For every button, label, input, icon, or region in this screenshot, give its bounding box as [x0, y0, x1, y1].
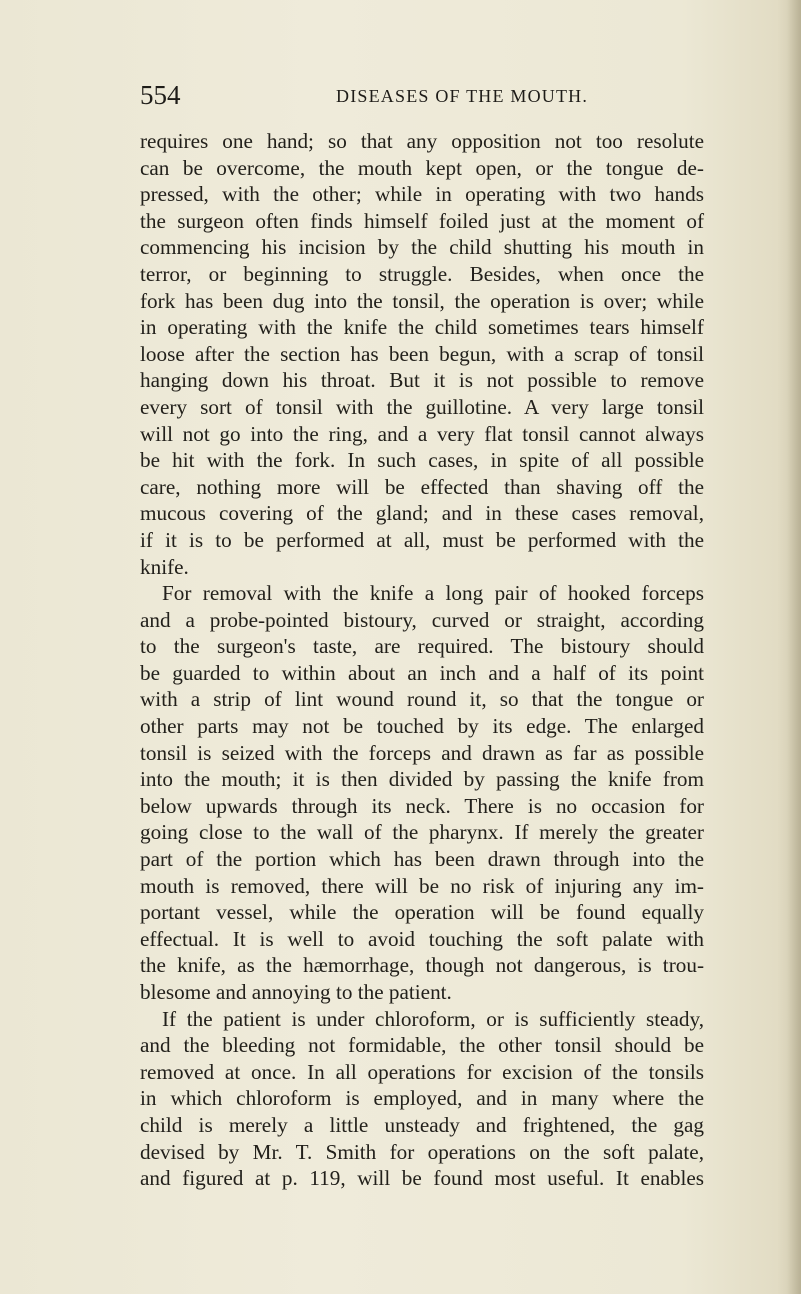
running-head: DISEASES OF THE MOUTH.	[336, 86, 589, 106]
text-line: and a probe-pointed bistoury, curved or straight, according	[140, 607, 704, 632]
page-number: 554	[140, 80, 181, 110]
text-line: terror, or beginning to struggle. Besides, when once the	[140, 261, 704, 286]
text-line: removed at once. In all operations for excision of the tonsils	[140, 1059, 704, 1084]
text-line: mouth is removed, there will be no risk of injuring any im-	[140, 873, 704, 898]
text-line: in operating with the knife the child sometimes tears himself	[140, 315, 704, 340]
body-text	[140, 128, 704, 1192]
text-line: will not go into the ring, and a very flat tonsil cannot always	[140, 421, 704, 446]
text-line: if it is to be performed at all, must be performed with the	[140, 527, 704, 552]
page-edge-shadow	[787, 0, 801, 1294]
text-line: be guarded to within about an inch and a half of its point	[140, 660, 704, 685]
text-line: be hit with the fork. In such cases, in spite of all possible	[140, 448, 704, 473]
text-line: hanging down his throat. But it is not possible to remove	[140, 368, 704, 393]
text-line: with a strip of lint wound round it, so that the tongue or	[140, 687, 704, 712]
text-line: tonsil is seized with the forceps and drawn as far as possible	[140, 740, 704, 765]
text-line: For removal with the knife a long pair of hooked forceps	[162, 581, 704, 606]
text-line: other parts may not be touched by its edge. The enlarged	[140, 714, 704, 739]
text-line: effectual. It is well to avoid touching the soft palate with	[140, 926, 704, 951]
text-line: care, nothing more will be effected than shaving off the	[140, 474, 704, 499]
text-line: portant vessel, while the operation will be found equally	[140, 900, 704, 925]
text-line: mucous covering of the gland; and in these cases removal,	[140, 501, 704, 526]
page-header	[140, 80, 700, 110]
text-line: fork has been dug into the tonsil, the operation is over; while	[140, 288, 704, 313]
text-line: and figured at p. 119, will be found most useful. It enables	[140, 1166, 704, 1191]
text-line: the surgeon often finds himself foiled just at the moment of	[140, 208, 704, 233]
text-line: blesome and annoying to the patient.	[140, 980, 452, 1004]
text-line: pressed, with the other; while in operating with two hands	[140, 182, 704, 207]
text-line: to the surgeon's taste, are required. The bistoury should	[140, 634, 704, 659]
text-line: commencing his incision by the child shutting his mouth in	[140, 235, 704, 260]
text-line: and the bleeding not formidable, the other tonsil should be	[140, 1033, 704, 1058]
text-line: can be overcome, the mouth kept open, or the tongue de-	[140, 155, 704, 180]
text-line: part of the portion which has been drawn through into the	[140, 847, 704, 872]
text-line: knife.	[140, 554, 189, 579]
text-line: If the patient is under chloroform, or is sufficiently steady,	[162, 1006, 704, 1031]
text-line: going close to the wall of the pharynx. If merely the greater	[140, 820, 704, 845]
text-line: child is merely a little unsteady and frightened, the gag	[140, 1112, 704, 1137]
text-line: requires one hand; so that any opposition not too resolute	[140, 129, 704, 153]
text-line: the knife, as the hæmorrhage, though not dangerous, is trou-	[140, 953, 704, 978]
text-line: loose after the section has been begun, with a scrap of tonsil	[140, 341, 704, 366]
text-line: into the mouth; it is then divided by passing the knife from	[140, 767, 704, 792]
text-line: below upwards through its neck. There is no occasion for	[140, 793, 704, 818]
text-line: in which chloroform is employed, and in many where the	[140, 1086, 704, 1111]
text-line: every sort of tonsil with the guillotine. A very large tonsil	[140, 394, 704, 419]
text-line: devised by Mr. T. Smith for operations on the soft palate,	[140, 1139, 704, 1164]
